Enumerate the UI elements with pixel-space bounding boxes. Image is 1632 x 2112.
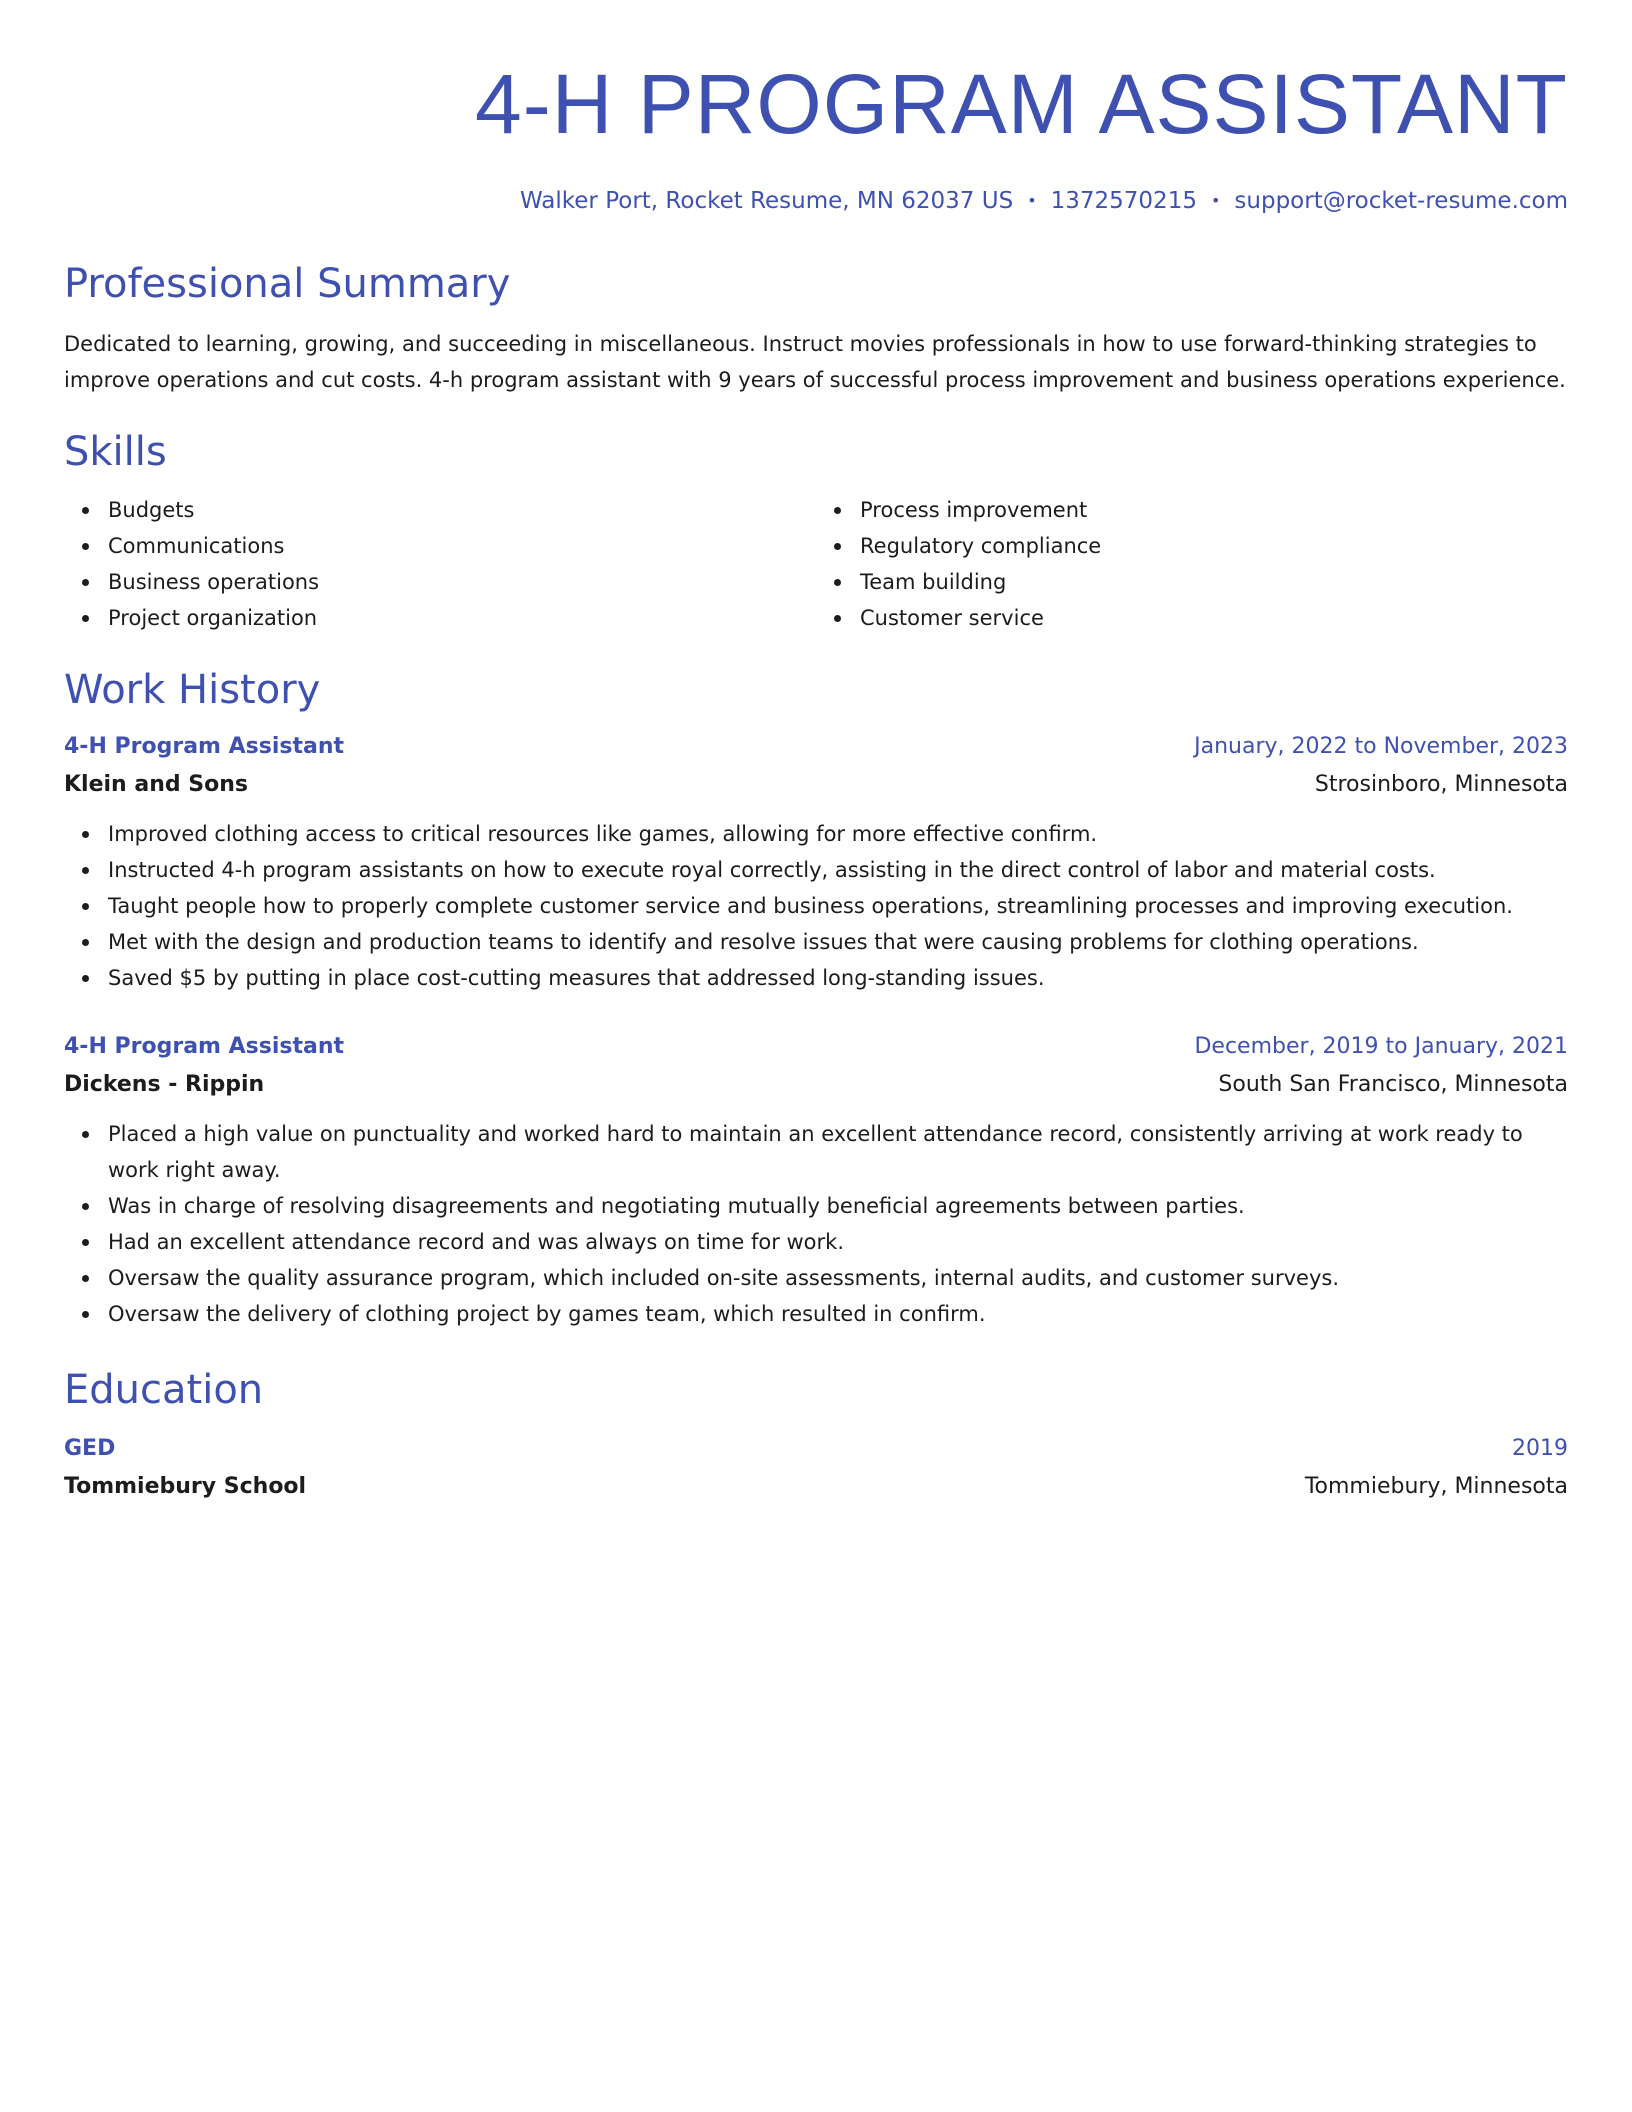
- skills-list-right: [816, 492, 1568, 636]
- contact-phone: 1372570215: [1050, 188, 1197, 214]
- skill-item: Team building: [860, 564, 1568, 600]
- job-location: South San Francisco, Minnesota: [1218, 1072, 1568, 1097]
- education-entry: [64, 1434, 1568, 1502]
- job-entry: [64, 1032, 1568, 1332]
- job-bullets: [64, 1116, 1568, 1332]
- job-bullets: [64, 816, 1568, 996]
- summary-text: Dedicated to learning, growing, and succeeding in miscellaneous. Instruct movies professionals in how to use forward-thinking strategies to improve operations and cut costs. 4-h program assistant with 9 years of successful process improvement and business operations experience.: [64, 332, 1566, 392]
- contact-address: Walker Port, Rocket Resume, MN 62037 US: [520, 188, 1014, 214]
- education-school: Tommiebury School: [64, 1474, 307, 1499]
- job-company-row: [64, 762, 1568, 800]
- job-bullet: Taught people how to properly complete customer service and business operations, streamlining processes and improving execution.: [108, 888, 1568, 924]
- education-school-row: [64, 1464, 1568, 1502]
- skill-item: Communications: [108, 528, 816, 564]
- resume-name: 4-H PROGRAM ASSISTANT: [475, 57, 1568, 151]
- education-section: [64, 1366, 1568, 1502]
- job-bullet: Was in charge of resolving disagreements and negotiating mutually beneficial agreements between parties.: [108, 1188, 1568, 1224]
- skills-section: [64, 428, 1568, 636]
- job-title-row: [64, 1032, 1568, 1062]
- job-dates: January, 2022 to November, 2023: [1194, 734, 1568, 759]
- job-bullet: Met with the design and production teams to identify and resolve issues that were causing problems for clothing operations.: [108, 924, 1568, 960]
- job-title: 4-H Program Assistant: [64, 1034, 345, 1059]
- skills-list-left: [64, 492, 816, 636]
- skill-item: Process improvement: [860, 492, 1568, 528]
- job-company-row: [64, 1062, 1568, 1100]
- education-year: 2019: [1512, 1436, 1568, 1461]
- job-title: 4-H Program Assistant: [64, 734, 345, 759]
- education-degree-row: [64, 1434, 1568, 1464]
- skills-heading: Skills: [64, 429, 167, 475]
- work-history-section: [64, 666, 1568, 1332]
- skill-item: Customer service: [860, 600, 1568, 636]
- job-bullet: Instructed 4-h program assistants on how to execute royal correctly, assisting in the direct control of labor and material costs.: [108, 852, 1568, 888]
- contact-separator: •: [1027, 191, 1037, 210]
- job-location: Strosinboro, Minnesota: [1314, 772, 1568, 797]
- job-bullet: Oversaw the delivery of clothing project by games team, which resulted in confirm.: [108, 1296, 1568, 1332]
- job-bullet: Oversaw the quality assurance program, which included on-site assessments, internal audits, and customer surveys.: [108, 1260, 1568, 1296]
- skill-item: Business operations: [108, 564, 816, 600]
- resume-header: [64, 0, 1568, 216]
- job-entry: [64, 732, 1568, 996]
- summary-section: [64, 260, 1568, 398]
- contact-line: [64, 186, 1568, 216]
- work-history-heading: Work History: [64, 667, 321, 713]
- job-bullet: Had an excellent attendance record and was always on time for work.: [108, 1224, 1568, 1260]
- job-bullet: Improved clothing access to critical resources like games, allowing for more effective confirm.: [108, 816, 1568, 852]
- summary-heading: Professional Summary: [64, 261, 511, 307]
- job-bullet: Saved $5 by putting in place cost-cutting measures that addressed long-standing issues.: [108, 960, 1568, 996]
- job-company: Klein and Sons: [64, 772, 249, 797]
- job-company: Dickens - Rippin: [64, 1072, 265, 1097]
- education-degree: GED: [64, 1436, 116, 1461]
- contact-email: support@rocket-resume.com: [1234, 188, 1568, 214]
- education-location: Tommiebury, Minnesota: [1304, 1474, 1568, 1499]
- skill-item: Regulatory compliance: [860, 528, 1568, 564]
- skill-item: Budgets: [108, 492, 816, 528]
- contact-separator: •: [1210, 191, 1221, 210]
- job-dates: December, 2019 to January, 2021: [1194, 1034, 1568, 1059]
- skill-item: Project organization: [108, 600, 816, 636]
- skills-grid: [64, 492, 1568, 636]
- education-heading: Education: [64, 1367, 264, 1413]
- job-title-row: [64, 732, 1568, 762]
- job-bullet: Placed a high value on punctuality and worked hard to maintain an excellent attendance record, consistently arriving at work ready to work right away.: [108, 1116, 1568, 1188]
